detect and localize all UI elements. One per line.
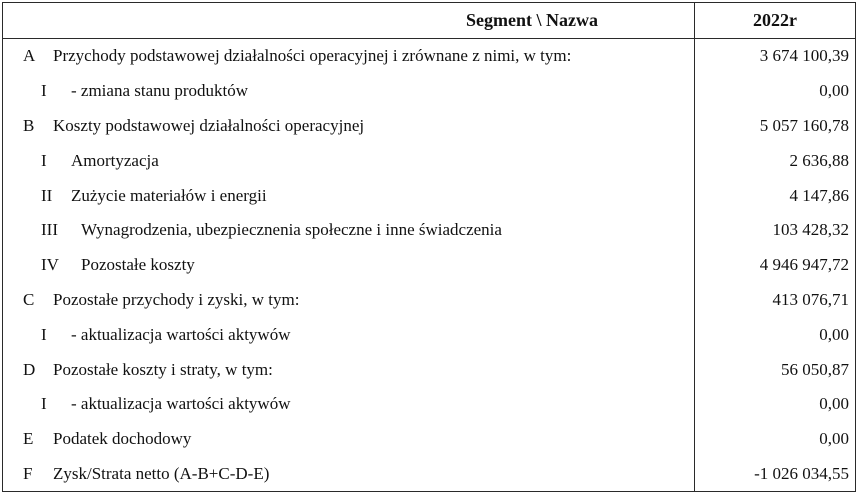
table-row [3, 387, 855, 422]
table-row [3, 283, 855, 318]
row-label: - aktualizacja wartości aktywów [71, 324, 291, 344]
row-code: A [23, 46, 36, 66]
row-label: Podatek dochodowy [53, 429, 192, 449]
row-label: - zmiana stanu produktów [71, 81, 249, 101]
row-value: 413 076,71 [772, 289, 849, 309]
row-code: I [41, 394, 47, 414]
table-row [3, 178, 855, 213]
row-value: 56 050,87 [781, 359, 849, 379]
row-label: Pozostałe przychody i zyski, w tym: [53, 289, 300, 309]
row-value: 4 946 947,72 [759, 255, 849, 275]
row-label: Pozostałe koszty i straty, w tym: [53, 359, 273, 379]
row-value: 103 428,32 [772, 220, 849, 240]
table-row [3, 317, 855, 352]
table-row [3, 248, 855, 283]
row-value: -1 026 034,55 [754, 463, 849, 483]
table-header [3, 3, 855, 39]
row-value: 4 147,86 [789, 185, 849, 205]
row-code: I [41, 324, 47, 344]
row-label: Zysk/Strata netto (A-B+C-D-E) [53, 463, 270, 483]
row-value: 5 057 160,78 [759, 115, 849, 135]
row-code: I [41, 81, 47, 101]
table-row [3, 74, 855, 109]
table-row [3, 352, 855, 387]
row-value: 0,00 [819, 81, 849, 101]
row-code: C [23, 289, 35, 309]
row-code: B [23, 115, 35, 135]
row-value: 2 636,88 [789, 150, 849, 170]
row-code: I [41, 150, 47, 170]
table-row [3, 39, 855, 74]
row-code: IV [41, 255, 59, 275]
table-row [3, 109, 855, 144]
table-body [3, 39, 855, 491]
table-row [3, 143, 855, 178]
header-segment-name: Segment \ Nazwa [3, 3, 695, 38]
row-code: III [41, 220, 58, 240]
row-code: F [23, 463, 33, 483]
row-label: Amortyzacja [71, 150, 159, 170]
row-label: Koszty podstawowej działalności operacyjnej [53, 115, 365, 135]
table-row [3, 422, 855, 457]
header-year: 2022r [753, 10, 797, 30]
row-code: D [23, 359, 36, 379]
row-label: - aktualizacja wartości aktywów [71, 394, 291, 414]
row-label: Zużycie materiałów i energii [71, 185, 267, 205]
row-value: 0,00 [819, 429, 849, 449]
row-code: II [41, 185, 53, 205]
row-value: 3 674 100,39 [759, 46, 849, 66]
row-code: E [23, 429, 34, 449]
table-row [3, 457, 855, 492]
row-label: Przychody podstawowej działalności operacyjnej i zrównane z nimi, w tym: [53, 46, 572, 66]
row-value: 0,00 [819, 394, 849, 414]
row-label: Wynagrodzenia, ubezpiecznenia społeczne i inne świadczenia [81, 220, 502, 240]
row-value: 0,00 [819, 324, 849, 344]
table-row [3, 213, 855, 248]
financial-table [2, 2, 856, 492]
row-label: Pozostałe koszty [81, 255, 195, 275]
